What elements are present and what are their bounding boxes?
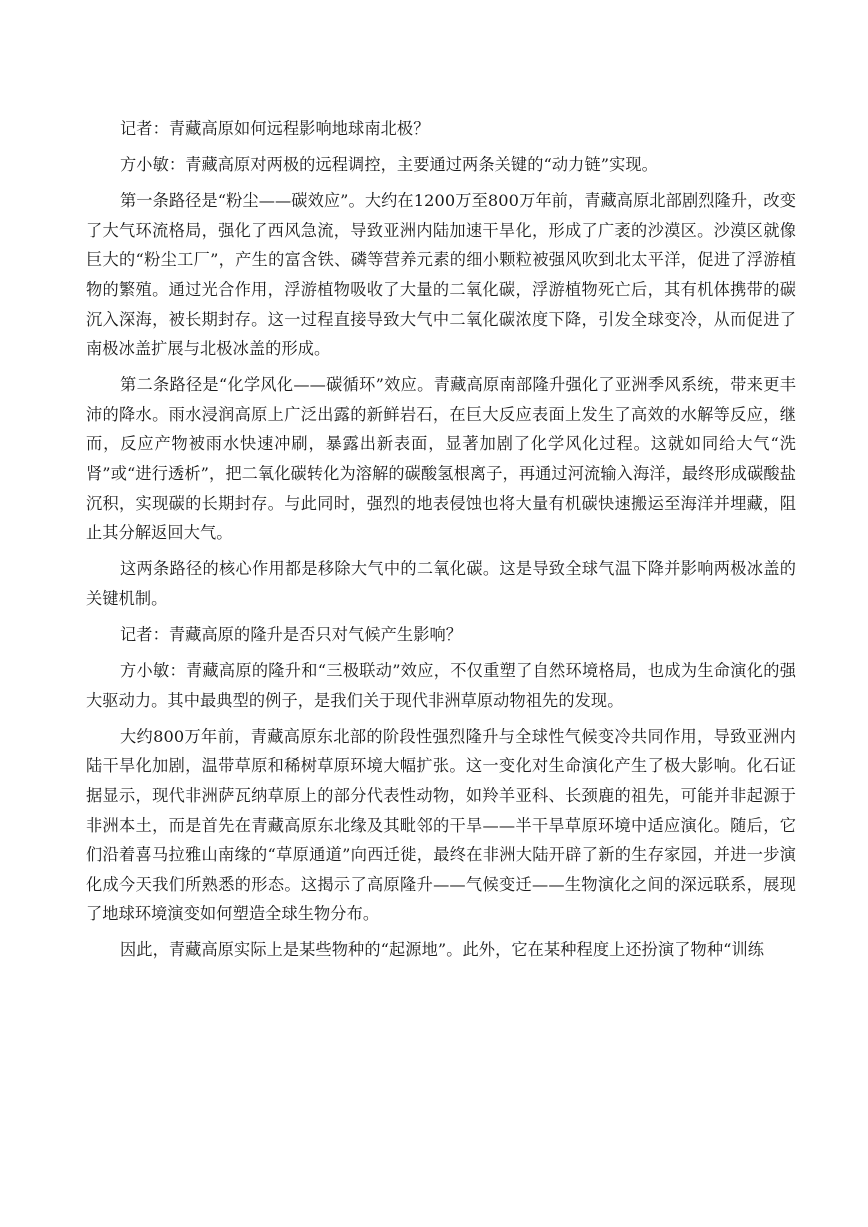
paragraph-path-one: 第一条路径是“粉尘——碳效应”。大约在1200万至800万年前，青藏高原北部剧烈隆升，改变了大气环流格局，强化了西风急流，导致亚洲内陆加速干旱化，形成了广袤的沙漠区。沙漠区就像巨大的“粉尘工厂”，产生的富含铁、磷等营养元素的细小颗粒被强风吹到北太平洋，促进了浮游植物的繁殖。通过光合作用，浮游植物吸收了大量的二氧化碳，浮游植物死亡后，其有机体携带的碳沉入深海，被长期封存。这一过程直接导致大气中二氧化碳浓度下降，引发全球变冷，从而促进了南极冰盖扩展与北极冰盖的形成。	[86, 191, 796, 359]
paragraph-path-two: 第二条路径是“化学风化——碳循环”效应。青藏高原南部隆升强化了亚洲季风系统，带来更丰沛的降水。雨水浸润高原上广泛出露的新鲜岩石，在巨大反应表面上发生了高效的水解等反应，继而，反应产物被雨水快速冲刷，暴露出新表面，显著加剧了化学风化过程。这就如同给大气“洗肾”或“进行透析”，把二氧化碳转化为溶解的碳酸氢根离子，再通过河流输入海洋，最终形成碳酸盐沉积，实现碳的长期封存。与此同时，强烈的地表侵蚀也将大量有机碳快速搬运至海洋并埋藏，阻止其分解返回大气。	[86, 375, 796, 543]
paragraph-core-mechanism: 这两条路径的核心作用都是移除大气中的二氧化碳。这是导致全球气温下降并影响两极冰盖的关键机制。	[86, 559, 796, 608]
paragraph-answer-life-evolution: 方小敏：青藏高原的隆升和“三极联动”效应，不仅重塑了自然环境格局，也成为生命演化的强大驱动力。其中最典型的例子，是我们关于现代非洲草原动物祖先的发现。	[86, 661, 796, 710]
paragraph-origin-place: 因此，青藏高原实际上是某些物种的“起源地”。此外，它在某种程度上还扮演了物种“训练	[120, 940, 765, 960]
paragraph-answer-intro: 方小敏：青藏高原对两极的远程调控，主要通过两条关键的“动力链”实现。	[120, 155, 658, 175]
paragraph-reporter-question-2: 记者：青藏高原的隆升是否只对气候产生影响？	[120, 625, 463, 644]
paragraph-reporter-question-1: 记者：青藏高原如何远程影响地球南北极？	[120, 119, 430, 138]
article-body	[86, 114, 796, 972]
paragraph-savanna-ancestors: 大约800万年前，青藏高原东北部的阶段性强烈隆升与全球性气候变冷共同作用，导致亚洲内陆干旱化加剧，温带草原和稀树草原环境大幅扩张。这一变化对生命演化产生了极大影响。化石证据显示，现代非洲萨瓦纳草原上的部分代表性动物，如羚羊亚科、长颈鹿的祖先，可能并非起源于非洲本土，而是首先在青藏高原东北缘及其毗邻的干旱——半干旱草原环境中适应演化。随后，它们沿着喜马拉雅山南缘的“草原通道”向西迁徙，最终在非洲大陆开辟了新的生存家园，并进一步演化成今天我们所熟悉的形态。这揭示了高原隆升——气候变迁——生物演化之间的深远联系，展现了地球环境演变如何塑造全球生物分布。	[86, 726, 796, 924]
